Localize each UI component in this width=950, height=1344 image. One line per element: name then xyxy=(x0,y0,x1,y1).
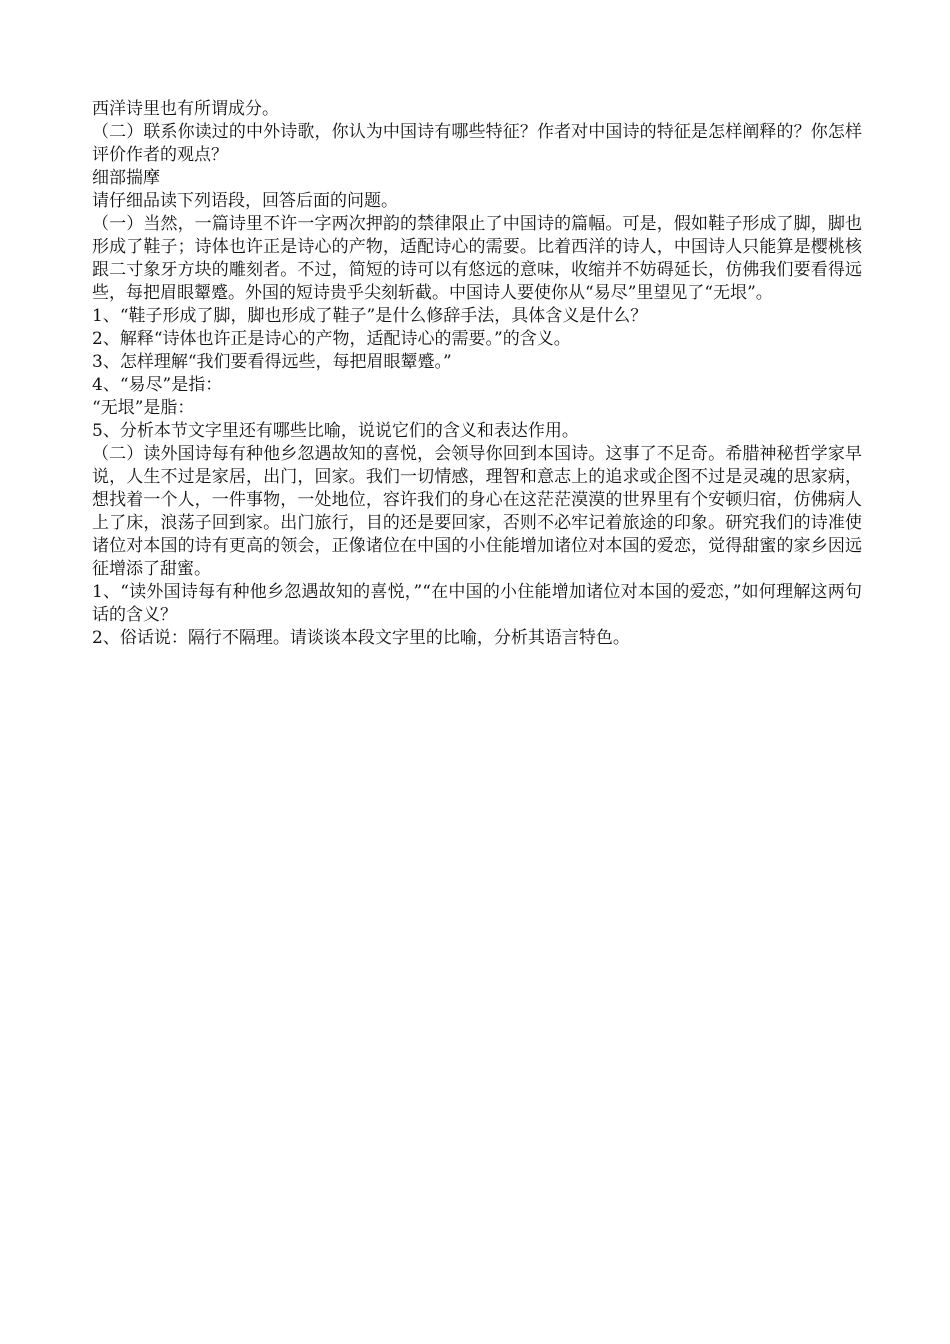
passage-one-question-4-sub: “无垠”是脂： xyxy=(92,398,195,418)
passage-one: （一）当然，一篇诗里不许一字两次押韵的禁律限止了中国诗的篇幅。可是，假如鞋子形成了脚，脚也形成了鞋子；诗体也许正是诗心的产物，适配诗心的需要。比着西洋的诗人，中国诗人只能算是樱桃核跟二寸象牙方块的雕刻者。不过，简短的诗可以有悠远的意味，收缩并不妨碍延长，仿佛我们要看得远些，每把眉眼颦蹙。外国的短诗贵乎尖刻斩截。中国诗人要使你从“易尽”里望见了“无垠”。 xyxy=(92,214,862,303)
passage-two-question-1: 1、“读外国诗每有种他乡忽遇故知的喜悦，”“在中国的小住能增加诸位对本国的爱恋，”如何理解这两句话的含义？ xyxy=(92,582,862,625)
passage-one-question-5: 5、分析本节文字里还有哪些比喻，说说它们的含义和表达作用。 xyxy=(92,421,579,441)
passage-one-question-3: 3、怎样理解“我们要看得远些，每把眉眼颦蹙。” xyxy=(92,352,452,372)
instruction-text: 请仔细品读下列语段，回答后面的问题。 xyxy=(92,191,398,211)
passage-one-question-2: 2、解释“诗体也许正是诗心的产物，适配诗心的需要。”的含义。 xyxy=(92,329,571,349)
passage-one-question-1: 1、“鞋子形成了脚，脚也形成了鞋子”是什么修辞手法，具体含义是什么？ xyxy=(92,306,648,326)
text-line-continuation: 西洋诗里也有所谓成分。 xyxy=(92,99,279,119)
passage-two-question-2: 2、俗话说：隔行不隔理。请谈谈本段文字里的比喻，分析其语言特色。 xyxy=(92,628,630,648)
passage-one-question-4: 4、“易尽”是指： xyxy=(92,375,223,395)
passage-two: （二）读外国诗每有种他乡忽遇故知的喜悦，会领导你回到本国诗。这事了不足奇。希腊神秘哲学家早说，人生不过是家居，出门，回家。我们一切情感，理智和意志上的追求或企图不过是灵魂的思家病，想找着一个人，一件事物，一处地位，容许我们的身心在这茫茫漠漠的世界里有个安顿归宿，仿佛病人上了床，浪荡子回到家。出门旅行，目的还是要回家，否则不必牢记着旅途的印象。研究我们的诗准使诸位对本国的诗有更高的领会，正像诸位在中国的小住能增加诸位对本国的爱恋，觉得甜蜜的家乡因远征增添了甜蜜。 xyxy=(92,444,862,579)
section-heading-detail-reading: 细部揣摩 xyxy=(92,168,160,188)
question-two-prompt: （二）联系你读过的中外诗歌，你认为中国诗有哪些特征？作者对中国诗的特征是怎样阐释的？你怎样评价作者的观点？ xyxy=(92,122,862,165)
document-page xyxy=(92,98,862,650)
